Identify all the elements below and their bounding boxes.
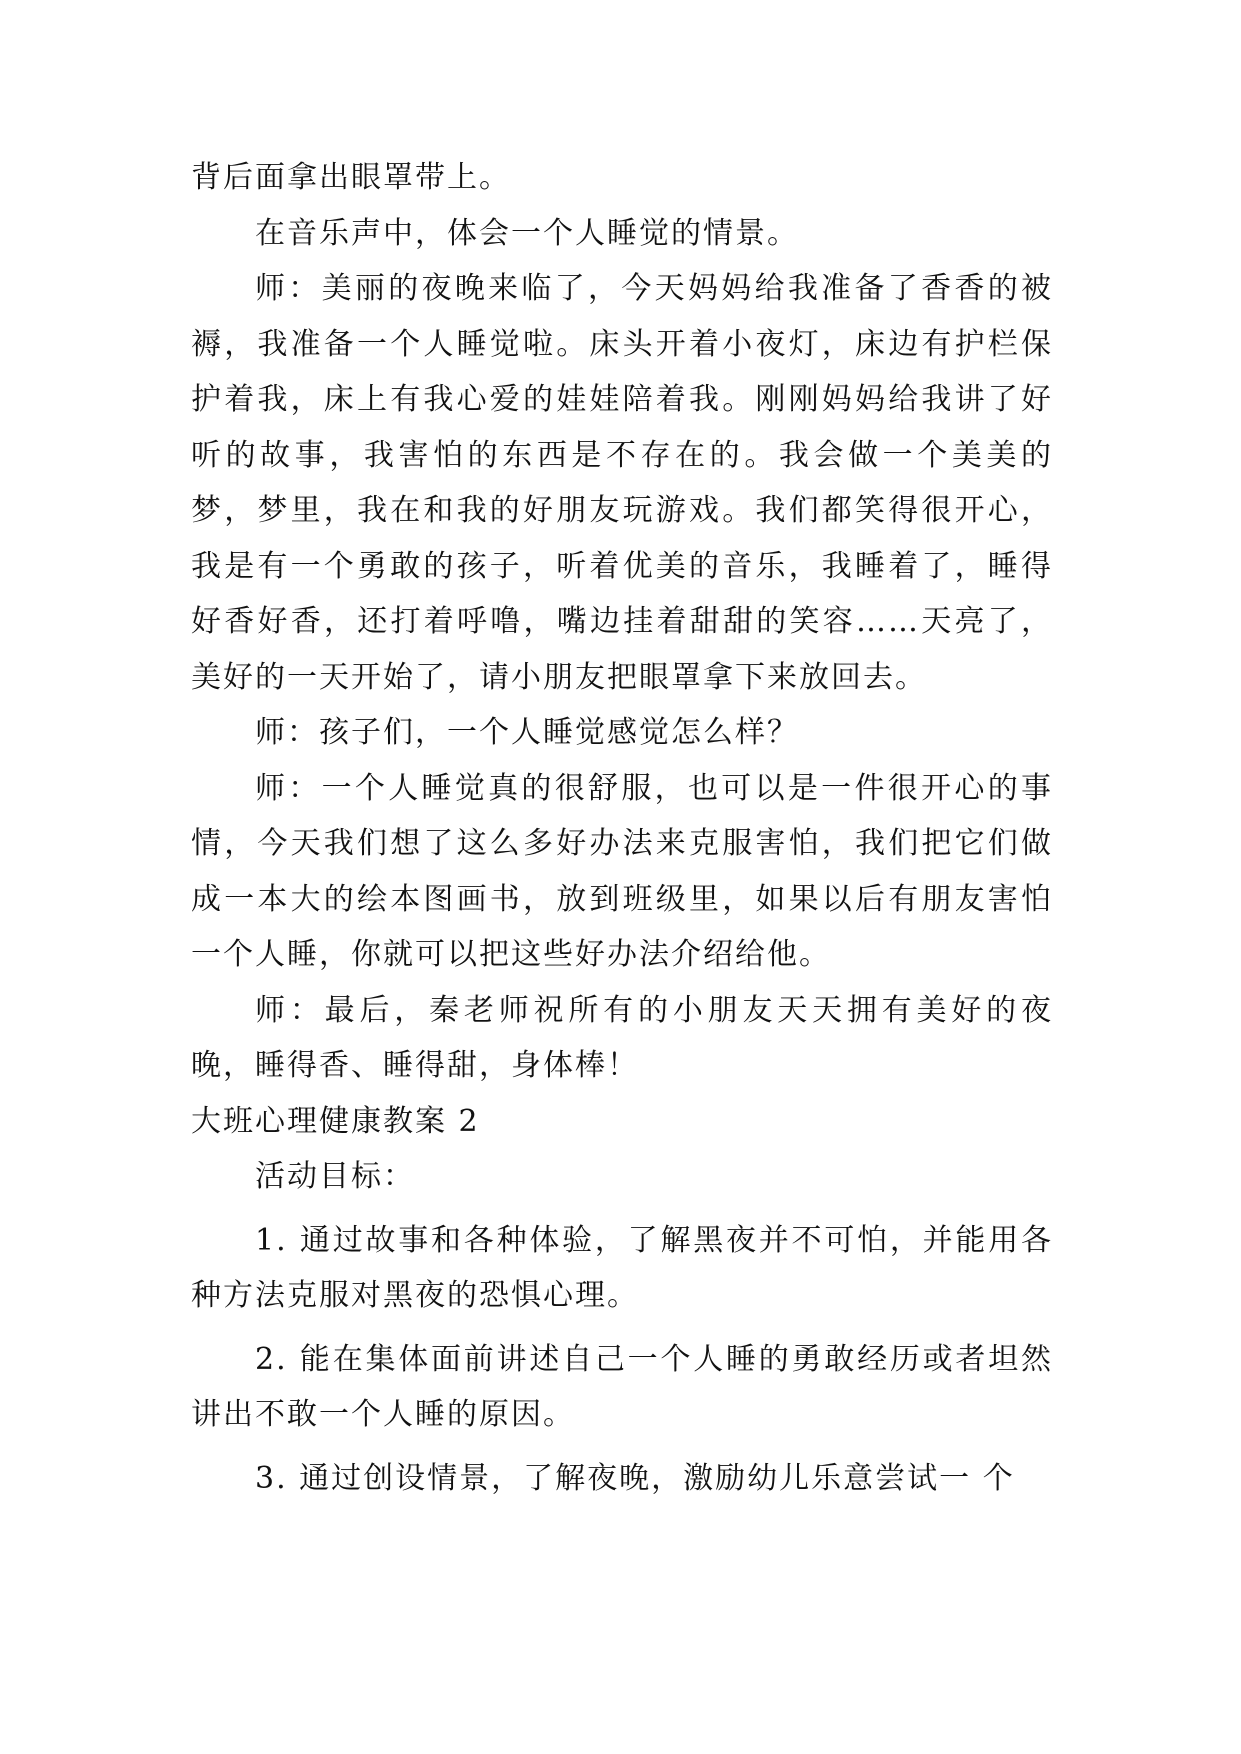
- paragraph-teacher-summary: 师：一个人睡觉真的很舒服，也可以是一件很开心的事情，今天我们想了这么多好办法来克服害怕，我们把它们做成一本大的绘本图画书，放到班级里，如果以后有朋友害怕一个人睡，你就可以把这些好办法介绍给他。: [191, 770, 1053, 972]
- goal-item-3: 3. 通过创设情景，了解夜晚，激励幼儿乐意尝试一 个: [255, 1460, 1015, 1496]
- section-title: 大班心理健康教案 2: [191, 1103, 480, 1139]
- goal-item-2: 2. 能在集体面前讲述自己一个人睡的勇敢经历或者坦然讲出不敢一个人睡的原因。: [191, 1341, 1053, 1432]
- activity-goals-label: 活动目标：: [255, 1159, 415, 1194]
- paragraph-teacher-story: 师：美丽的夜晚来临了，今天妈妈给我准备了香香的被褥，我准备一个人睡觉啦。床头开着小夜灯，床边有护栏保护着我，床上有我心爱的娃娃陪着我。刚刚妈妈给我讲了好听的故事，我害怕的东西是不存在的。我会做一个美美的梦，梦里，我在和我的好朋友玩游戏。我们都笑得很开心，我是有一个勇敢的孩子，听着优美的音乐，我睡着了，睡得好香好香，还打着呼噜，嘴边挂着甜甜的笑容……天亮了，美好的一天开始了，请小朋友把眼罩拿下来放回去。: [191, 271, 1053, 695]
- document-body: [191, 150, 1053, 1506]
- goal-item-1: 1. 通过故事和各种体验，了解黑夜并不可怕，并能用各种方法克服对黑夜的恐惧心理。: [191, 1222, 1053, 1313]
- paragraph-teacher-closing: 师：最后，秦老师祝所有的小朋友天天拥有美好的夜晚，睡得香、睡得甜，身体棒！: [191, 992, 1053, 1083]
- paragraph-teacher-question: 师：孩子们，一个人睡觉感觉怎么样？: [255, 715, 799, 750]
- paragraph-music-scene: 在音乐声中，体会一个人睡觉的情景。: [255, 215, 799, 251]
- paragraph-continuation: 背后面拿出眼罩带上。: [191, 160, 511, 195]
